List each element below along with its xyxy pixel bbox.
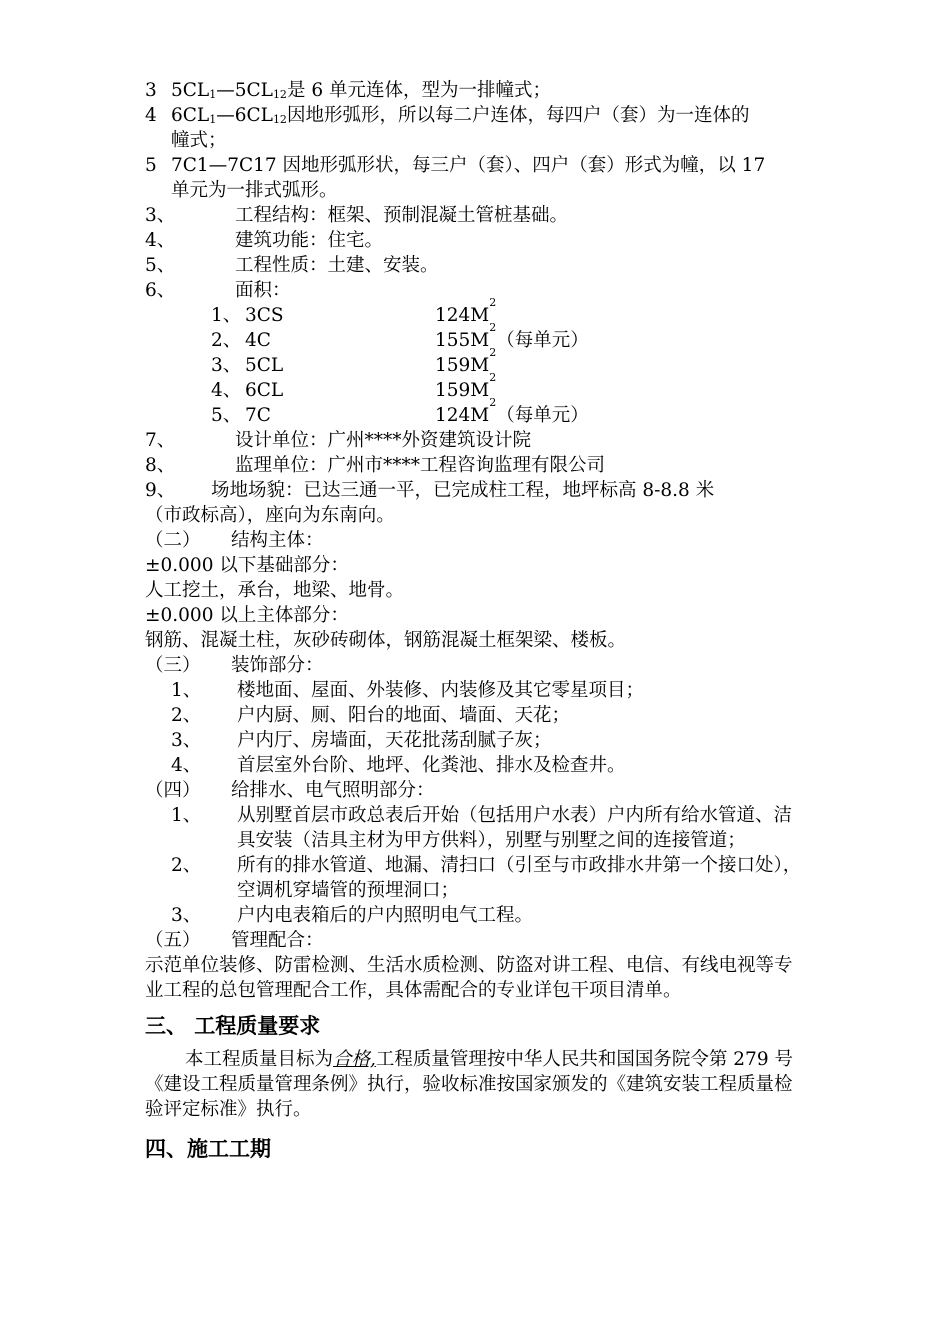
area-row: 2、 4C 155M 2 （每单元） bbox=[211, 321, 589, 351]
list-item-9-cont: （市政标高），座向为东南向。 bbox=[145, 505, 395, 526]
section-heading-4: （四） 给排水、电气照明部分： bbox=[145, 780, 435, 801]
list-item: 4、 首层室外台阶、地坪、化粪池、排水及检查井。 bbox=[171, 755, 626, 776]
unit-line-4: 4 $6CL_1—6CL_{12}$因地形弧形，所以每二户连体，每四户（套）为一连体的 bbox=[145, 105, 750, 126]
list-item: 2、 户内厨、厕、阳台的地面、墙面、天花； bbox=[171, 705, 571, 726]
area-row: 1、 3CS 124M 2 bbox=[211, 296, 497, 326]
heading-schedule: 四、施工工期 bbox=[145, 1137, 271, 1161]
list-item: 3、 工程结构：框架、预制混凝土管桩基础。 bbox=[145, 205, 569, 226]
document-page bbox=[145, 78, 810, 1164]
list-item: 5、 工程性质：土建、安装。 bbox=[145, 255, 439, 276]
quality-paragraph: 本工程质量目标为合格,工程质量管理按中华人民共和国国务院令第 279 号《建设工程质量管理条例》执行，验收标准按国家颁发的《建筑安装工程质量检验评定标准》执行。 bbox=[145, 1049, 793, 1120]
section-heading-3: （三） 装饰部分： bbox=[145, 655, 324, 676]
list-item: 3、 户内厅、房墙面，天花批荡刮腻子灰； bbox=[171, 730, 552, 751]
heading-quality: 三、 工程质量要求 bbox=[145, 1014, 321, 1038]
text-line: ±0.000 以上主体部分： bbox=[145, 605, 349, 626]
list-item: 7、 设计单位：广州****外资建筑设计院 bbox=[145, 430, 532, 451]
unit-line-4-cont: 幢式； bbox=[171, 130, 227, 151]
list-item: 1、 楼地面、屋面、外装修、内装修及其它零星项目； bbox=[171, 680, 645, 701]
list-item: 1、 从别墅首层市政总表后开始（包括用户水表）户内所有给水管道、洁具安装（洁具主材为甲方供料），别墅与别墅之间的连接管道； bbox=[171, 805, 793, 851]
section-heading-2: （二） 结构主体： bbox=[145, 530, 324, 551]
list-item: 3、 户内电表箱后的户内照明电气工程。 bbox=[171, 905, 534, 926]
unit-line-5: 5 7C1—7C17 因地形弧形状，每三户（套）、四户（套）形式为幢，以 17 bbox=[145, 155, 766, 176]
list-item: 8、 监理单位：广州市****工程咨询监理有限公司 bbox=[145, 455, 606, 476]
text-line: ±0.000 以下基础部分： bbox=[145, 555, 349, 576]
area-row: 3、 5CL 159M 2 bbox=[211, 346, 497, 376]
list-item: 4、 建筑功能：住宅。 bbox=[145, 230, 384, 251]
unit-line-5-cont: 单元为一排式弧形。 bbox=[171, 180, 338, 201]
text-line: 钢筋、混凝土柱，灰砂砖砌体，钢筋混凝土框架梁、楼板。 bbox=[145, 630, 627, 651]
list-item-9: 9、 场地场貌：已达三通一平，已完成柱工程，地坪标高 8-8.8 米 bbox=[145, 480, 715, 501]
unit-line-3: 3 $5CL_1—5CL_{12}$是 6 单元连体，型为一排幢式； bbox=[145, 80, 551, 101]
text-line: 人工挖土，承台，地梁、地骨。 bbox=[145, 580, 405, 601]
list-item: 6、 面积： bbox=[145, 280, 291, 301]
paragraph: 示范单位装修、防雷检测、生活水质检测、防盗对讲工程、电信、有线电视等专业工程的总包管理配合工作，具体需配合的专业详包干项目清单。 bbox=[145, 955, 793, 1001]
section-heading-5: （五） 管理配合： bbox=[145, 930, 324, 951]
area-row: 4、 6CL 159M 2 bbox=[211, 371, 497, 401]
area-row: 5、 7C 124M 2 （每单元） bbox=[211, 396, 589, 426]
list-item: 2、 所有的排水管道、地漏、清扫口（引至与市政排水井第一个接口处），空调机穿墙管的预埋洞口； bbox=[171, 855, 802, 901]
